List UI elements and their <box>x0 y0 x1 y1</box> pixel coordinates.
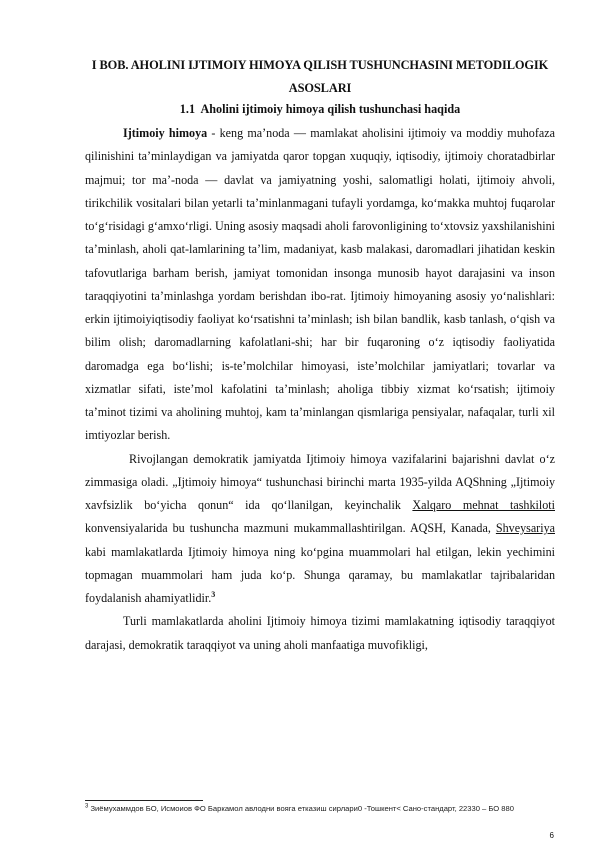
footnote-text: Зиёмухаммдов БО, Исмоиов ФО Баркамол авлодни вояга етказиш сирлари0 -Тошкент< Сано-стандарт, 22330 – БО 880 <box>90 804 514 813</box>
chapter-title: I BOB. AHOLINI IJTIMOIY HIMOYA QILISH TUSHUNCHASINI METODILOGIK ASOSLARI <box>91 58 549 95</box>
paragraph-2-text-c: kabi mamlakatlarda Ijtimoiy himoya ning koʻpgina muammolari hal etilgan, lekin yechimini topmagan muammolari ham juda koʻp. Shunga qaramay, bu mamlakatlar tajribalaridan foydalanish ahamiyatlidir. <box>85 544 555 605</box>
body-text <box>85 122 555 657</box>
footnote <box>85 803 555 815</box>
defined-term: Ijtimoiy himoya <box>123 126 208 140</box>
footnote-reference[interactable]: 3 <box>211 589 216 599</box>
paragraph-2-text-b: konvensiyalarida bu tushuncha mazmuni mukammallashtirilgan. AQSH, Kanada, <box>85 521 496 536</box>
section-number: 1.1 <box>179 102 196 116</box>
paragraph-1-text: - keng maʼnoda — mamlakat aholisini ijtimoiy va moddiy muhofaza qilinishini taʼminlaydigan va jamiyatda qaror topgan xuquqiy, iqtisodiy, ijtimoiy choratadbirlar majmui; tor maʼ-noda — davlat va jamiyatning yoshi, salomatligi holati, ijtimoiy ahvoli, tirikchilik vositalari bilan yetarli taʼminlanmagani tufayli yordamga, koʻmakka muhtoj fuqarolar toʻgʻrisidagi gʻamxoʻrligi. Uning asosiy maqsadi aholi farovonligining toʻxtovsiz yaxshilanishini taʼminlash, aholi qat-lamlarining taʼlim, madaniyat, kasb malakasi, daromadlari jihatidan keskin tafovutlariga barham berish, jamiyat tomonidan insonga munosib hayot darajasini va inson taraqqiyotini taʼminlashga yordam berishdan ibo-rat. Ijtimoiy himoyaning asosiy yoʻnalishlari: erkin ijtimoiyiqtisodiy faoliyat koʻrsatishni taʼminlash; ish bilan bandlik, kasb tanlash, oʻqish va bilim olish; daromadlarning kafolatlani-shi; har bir fuqaroning oʻz iqtisodiy faoliyatida daromadga ega boʻlishi; is-teʼmolchilar himoyasi, isteʼmolchilar jamiyatlari; tovarlar va xizmatlar sifati, isteʼmol kafolatini taʼminlash; aholiga tibbiy xizmat koʻrsatish; ijtimoiy taʼminot tizimi va aholining muhtoj, kam taʼminlangan qismlariga pensiyalar, nafaqalar, turli xil imtiyozlar berish. <box>85 126 555 443</box>
footnote-number: 3 <box>85 803 89 810</box>
footnote-separator <box>85 800 203 801</box>
section-title: Aholini ijtimoiy himoya qilish tushunchasi haqida <box>200 102 461 116</box>
paragraph-2 <box>85 448 555 611</box>
paragraph-1 <box>85 122 555 448</box>
paragraph-3 <box>85 610 555 657</box>
paragraph-3-text: Turli mamlakatlarda aholini Ijtimoiy himoya tizimi mamlakatning iqtisodiy taraqqiyot darajasi, demokratik taraqqiyot va uning aholi manfaatiga muvofikligi, <box>85 614 555 652</box>
switzerland-link[interactable]: Shveysariya <box>495 521 555 536</box>
page-number: 6 <box>549 831 554 840</box>
paragraph-2-text-a: Rivojlangan demokratik jamiyatda Ijtimoiy himoya vazifalarini bajarishni davlat oʻz zimmasiga oladi. „Ijtimoiy himoya“ tushunchasi birinchi marta 1935-yilda AQShning „Ijtimoiy xavfsizlik boʻyicha qonun“ ida qoʻllanilgan, keyinchalik <box>85 451 555 512</box>
ilo-link[interactable]: Xalqaro mehnat tashkiloti <box>412 498 555 512</box>
section-heading <box>85 101 555 118</box>
